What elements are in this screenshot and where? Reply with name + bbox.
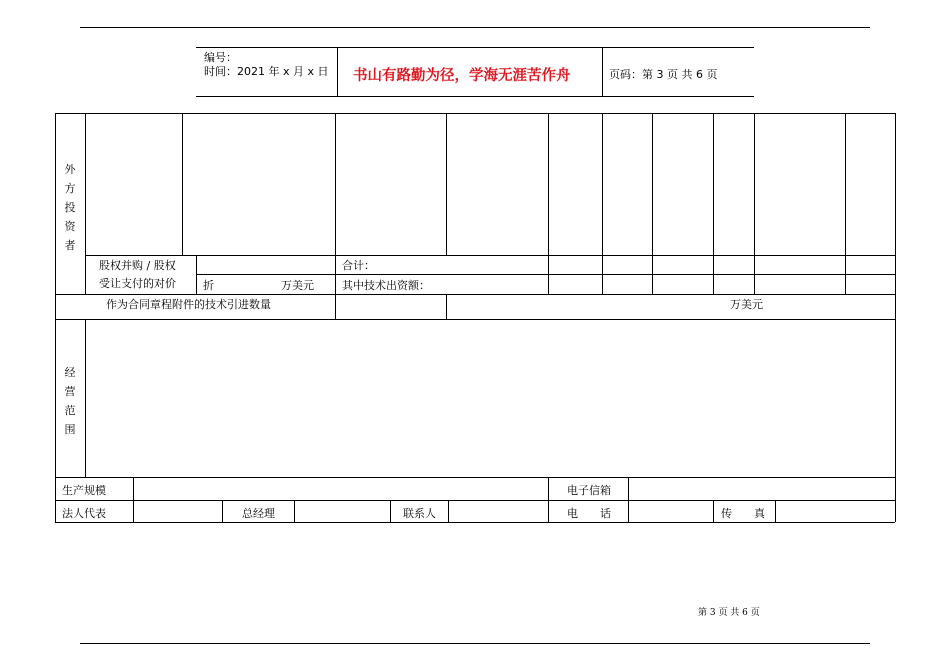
- header-motto: 书山有路勤为径，学海无涯苦作舟: [353, 68, 571, 84]
- table-border: [55, 294, 895, 295]
- table-border: [895, 477, 896, 522]
- header-number-label: 编号：: [204, 51, 237, 64]
- table-col-line: [775, 500, 776, 522]
- table-row-line: [85, 255, 895, 256]
- table-row-line: [55, 500, 895, 501]
- table-col-line: [652, 113, 653, 294]
- top-rule: [80, 27, 870, 28]
- table-col-line: [548, 113, 549, 294]
- equity-label-line1: 股权并购 / 股权: [99, 259, 176, 272]
- header-top-line: [196, 47, 754, 48]
- table-border: [895, 113, 896, 477]
- table-border: [55, 319, 895, 320]
- equity-label-line2: 受让支付的对价: [99, 277, 176, 290]
- table-col-line: [548, 477, 549, 522]
- table-col-line: [335, 294, 336, 319]
- table-border: [55, 477, 56, 522]
- total-label: 合计：: [342, 259, 375, 272]
- table-col-line: [845, 113, 846, 294]
- tech-capital-label: 其中技术出资额：: [342, 279, 430, 292]
- table-col-line: [390, 500, 391, 522]
- header-bottom-line: [196, 96, 754, 97]
- header-divider: [602, 47, 603, 96]
- table-col-line: [196, 255, 197, 294]
- general-manager-label: 总经理: [242, 507, 275, 520]
- table-col-line: [182, 113, 183, 255]
- table-col-line: [602, 113, 603, 294]
- fax-label: 传 真: [721, 507, 765, 520]
- foreign-investor-label: 外方投资者: [64, 163, 76, 252]
- bottom-rule: [80, 643, 870, 644]
- legal-rep-label: 法人代表: [62, 507, 106, 520]
- table-col-line: [446, 113, 447, 255]
- table-col-line: [448, 500, 449, 522]
- table-col-line: [446, 294, 447, 319]
- table-border: [55, 522, 895, 523]
- table-col-line: [628, 477, 629, 522]
- table-col-line: [222, 500, 223, 522]
- table-col-line: [713, 113, 714, 294]
- header-page-info: 页码：第 3 页 共 6 页: [609, 68, 718, 81]
- table-border: [55, 113, 895, 114]
- tech-import-unit: 万美元: [730, 298, 763, 311]
- tech-import-label: 作为合同章程附件的技术引进数量: [106, 298, 271, 311]
- table-row-line: [196, 274, 895, 275]
- contact-person-label: 联系人: [403, 507, 436, 520]
- production-scale-label: 生产规模: [62, 484, 106, 497]
- table-col-line: [713, 500, 714, 522]
- table-col-line: [294, 500, 295, 522]
- header-time-label: 时间：2021 年 x 月 x 日: [204, 65, 329, 78]
- email-label: 电子信箱: [567, 484, 611, 497]
- table-col-line: [335, 113, 336, 294]
- table-col-line: [85, 319, 86, 477]
- table-col-line: [754, 113, 755, 294]
- header-divider: [337, 47, 338, 96]
- usd-unit-label: 万美元: [281, 279, 314, 292]
- table-border: [55, 477, 895, 478]
- footer-page-number: 第 3 页 共 6 页: [698, 608, 760, 618]
- table-col-line: [133, 477, 134, 522]
- table-border: [55, 113, 56, 477]
- table-col-line: [85, 113, 86, 294]
- phone-label: 电 话: [567, 507, 611, 520]
- business-scope-label: 经营范围: [64, 366, 76, 436]
- discount-label: 折: [203, 279, 214, 292]
